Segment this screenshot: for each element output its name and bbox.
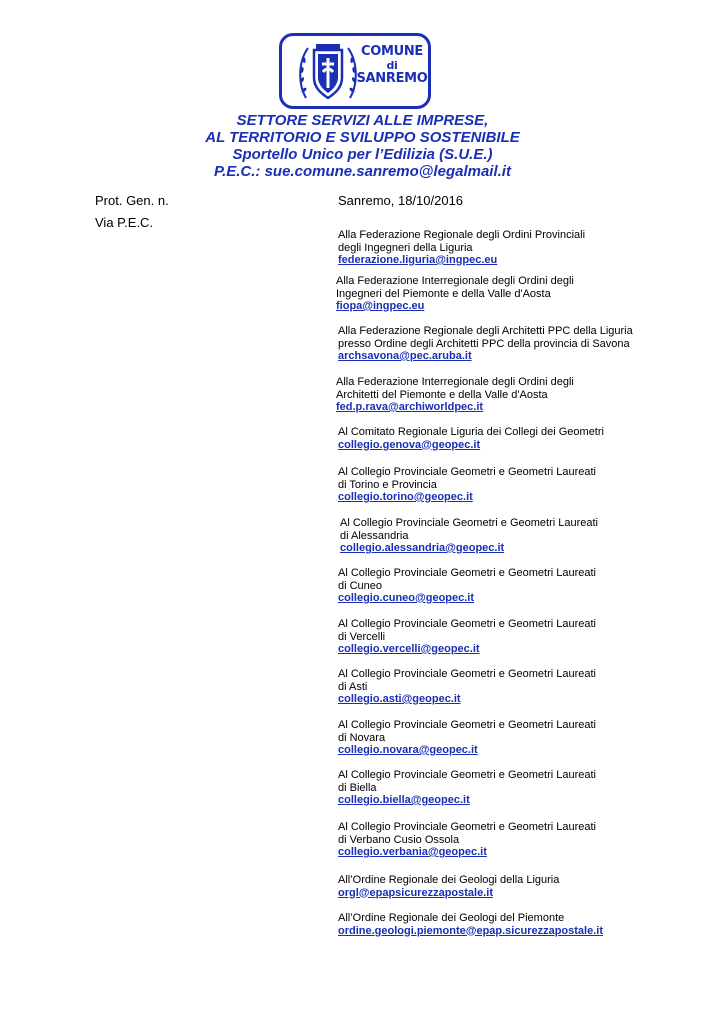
recipient-block [338, 719, 668, 757]
recipient-address-line: All’Ordine Regionale dei Geologi del Piemonte [338, 912, 565, 924]
heading-line-3: Sportello Unico per l’Edilizia (S.U.E.) [232, 146, 493, 163]
recipient-block [338, 668, 668, 706]
recipient-address-line: presso Ordine degli Architetti PPC della provincia di Savona [338, 337, 630, 350]
recipient-email-link[interactable]: collegio.torino@geopec.it [338, 491, 473, 503]
recipient-block [338, 466, 668, 504]
recipient-block [338, 874, 668, 899]
recipient-block [336, 376, 666, 414]
heading-line-4: P.E.C.: sue.comune.sanremo@legalmail.it [214, 163, 511, 180]
recipient-address-line: Al Collegio Provinciale Geometri e Geometri Laureati [338, 618, 597, 630]
recipient-email-link[interactable]: federazione.liguria@ingpec.eu [338, 254, 498, 266]
recipient-address-line: All’Ordine Regionale dei Geologi della Liguria [338, 874, 560, 886]
recipient-address-line: di Asti [338, 680, 368, 693]
recipient-email-link[interactable]: collegio.asti@geopec.it [338, 693, 461, 705]
recipient-block [336, 275, 666, 313]
heading-line-1: SETTORE SERVIZI ALLE IMPRESE, [236, 112, 489, 129]
recipient-address-line: Architetti del Piemonte e della Valle d'Aosta [336, 388, 548, 401]
recipient-address-line: Al Comitato Regionale Liguria dei Collegi dei Geometri [338, 426, 604, 438]
recipient-address-line: Al Collegio Provinciale Geometri e Geometri Laureati [338, 668, 597, 680]
recipient-email-link[interactable]: ordine.geologi.piemonte@epap.sicurezzapostale.it [338, 924, 603, 937]
recipient-email-link[interactable]: collegio.biella@geopec.it [338, 794, 470, 806]
recipient-block [338, 426, 668, 451]
recipient-address-line: degli Ingegneri della Liguria [338, 241, 473, 254]
recipient-email-link[interactable]: collegio.alessandria@geopec.it [340, 542, 505, 554]
via-pec-label: Via P.E.C. [95, 215, 154, 230]
recipient-email-link[interactable]: collegio.novara@geopec.it [338, 744, 478, 756]
recipient-address-line: Al Collegio Provinciale Geometri e Geometri Laureati [338, 719, 597, 731]
recipient-email-link[interactable]: fed.p.rava@archiworldpec.it [336, 401, 484, 413]
recipient-address-line: Al Collegio Provinciale Geometri e Geometri Laureati [338, 466, 597, 478]
recipient-address-line: di Torino e Provincia [338, 478, 437, 491]
recipient-block [338, 567, 668, 605]
recipient-address-line: di Verbano Cusio Ossola [338, 833, 460, 846]
coat-of-arms-icon [298, 40, 358, 104]
heading-line-2: AL TERRITORIO E SVILUPPO SOSTENIBILE [205, 129, 520, 146]
recipient-email-link[interactable]: collegio.cuneo@geopec.it [338, 592, 475, 604]
recipient-address-line: Alla Federazione Regionale degli Ordini Provinciali [338, 229, 586, 241]
recipient-block [338, 229, 668, 267]
recipient-address-line: Alla Federazione Regionale degli Architetti PPC della Liguria [338, 325, 633, 337]
logo-line-1: COMUNE [360, 44, 424, 59]
recipient-email-link[interactable]: collegio.verbania@geopec.it [338, 846, 487, 858]
recipient-email-link[interactable]: collegio.genova@geopec.it [338, 438, 481, 451]
recipient-block [338, 769, 668, 807]
recipient-address-line: Alla Federazione Interregionale degli Ordini degli [336, 275, 574, 287]
recipient-email-link[interactable]: fiopa@ingpec.eu [336, 300, 425, 312]
recipient-address-line: Al Collegio Provinciale Geometri e Geometri Laureati [338, 769, 597, 781]
recipient-address-line: Al Collegio Provinciale Geometri e Geometri Laureati [338, 821, 597, 833]
recipient-address-line: Al Collegio Provinciale Geometri e Geometri Laureati [340, 517, 599, 529]
recipient-block [338, 821, 668, 859]
recipient-block [338, 325, 668, 363]
recipient-email-link[interactable]: orgl@epapsicurezzapostale.it [338, 886, 493, 899]
logo-line-2: di [386, 59, 398, 72]
recipient-address-line: di Cuneo [338, 579, 383, 592]
recipient-address-line: di Novara [338, 731, 386, 744]
recipient-address-line: Al Collegio Provinciale Geometri e Geometri Laureati [338, 567, 597, 579]
logo-line-3: SANREMO [356, 71, 428, 86]
recipient-address-line: di Alessandria [340, 529, 409, 542]
recipient-email-link[interactable]: archsavona@pec.aruba.it [338, 350, 472, 362]
logo-text [354, 44, 430, 87]
comune-logo [279, 33, 431, 109]
prot-label: Prot. Gen. n. [95, 193, 169, 208]
recipient-address-line: Alla Federazione Interregionale degli Ordini degli [336, 376, 574, 388]
recipient-block [338, 912, 668, 937]
recipient-address-line: di Biella [338, 781, 377, 794]
recipient-address-line: Ingegneri del Piemonte e della Valle d'Aosta [336, 287, 551, 300]
place-date: Sanremo, 18/10/2016 [338, 193, 464, 208]
recipient-block [338, 618, 668, 656]
recipient-email-link[interactable]: collegio.vercelli@geopec.it [338, 643, 480, 655]
recipient-address-line: di Vercelli [338, 630, 386, 643]
recipient-block [340, 517, 670, 555]
